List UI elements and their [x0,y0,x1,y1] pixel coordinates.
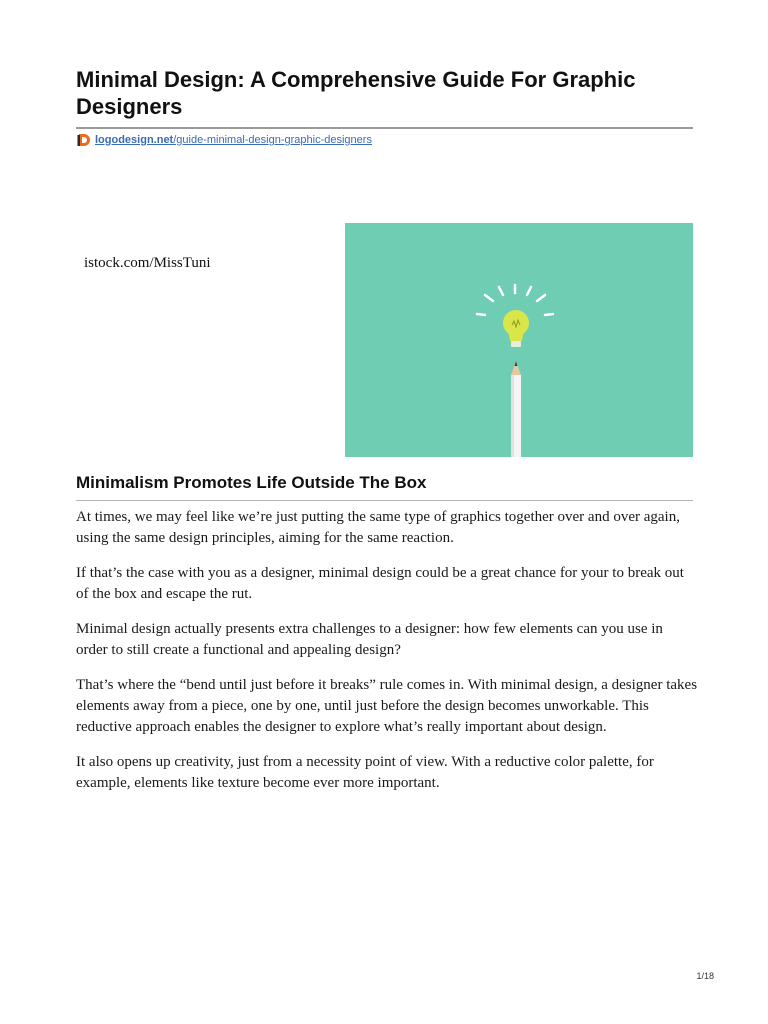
paragraph: That’s where the “bend until just before it breaks” rule comes in. With minimal design, a designer takes elements away from a piece, one by one, until just before the design becomes unworkable. This reductive approach enables the designer to explore what’s really important about design. [76,677,698,735]
image-caption: istock.com/MissTuni [84,255,211,271]
page-title: Minimal Design: A Comprehensive Guide For Graphic Designers [76,67,636,119]
source-link[interactable] [76,132,372,148]
paragraph: At times, we may feel like we’re just putting the same type of graphics together over and over again, using the same design principles, aiming for the same reaction. [76,509,680,546]
section-heading: Minimalism Promotes Life Outside The Box [76,473,427,492]
article-body [76,507,698,808]
page-number: 1/18 [696,971,714,981]
logodesign-logo-icon [76,132,92,148]
lightbulb-pencil-image [345,223,693,457]
paragraph: Minimal design actually presents extra challenges to a designer: how few elements can you use in order to still create a functional and appealing design? [76,621,663,658]
section-divider [76,500,693,501]
source-path[interactable]: /guide-minimal-design-graphic-designers [173,134,372,146]
paragraph: If that’s the case with you as a designer, minimal design could be a great chance for your to break out of the box and escape the rut. [76,565,684,602]
source-domain[interactable]: logodesign.net [95,134,174,146]
pencil-icon [511,361,521,457]
paragraph: It also opens up creativity, just from a necessity point of view. With a reductive color palette, for example, elements like texture become ever more important. [76,754,654,791]
title-divider [76,127,693,129]
